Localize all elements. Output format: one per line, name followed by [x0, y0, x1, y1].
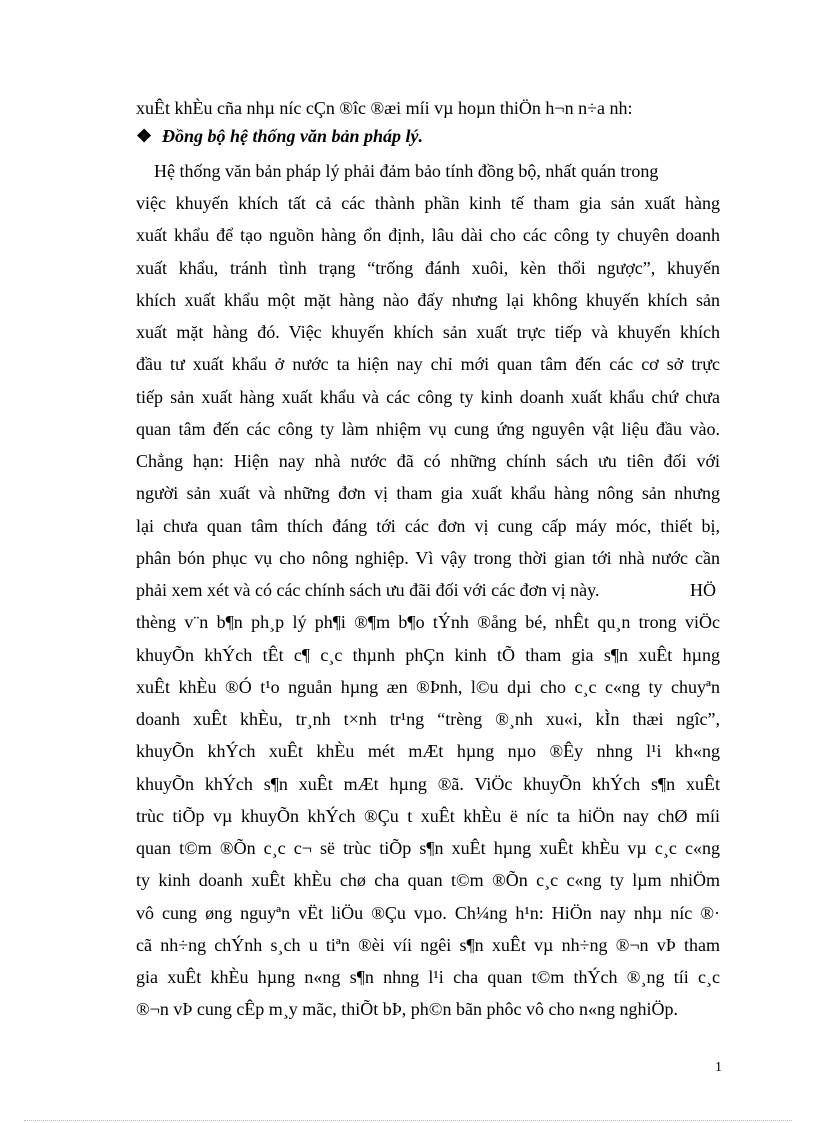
- paragraph-line: xuÊt khÈu cña nhµ níc cÇn ®îc ®æi míi vµ hoµn thiÖn h¬n n÷a nh:: [136, 98, 633, 118]
- paragraph-line: khích xuất khẩu một mặt hàng nào đấy nhưng lại không khuyến khích sản: [136, 290, 720, 310]
- paragraph-line: phải xem xét và có các chính sách ưu đãi đối với các đơn vị này.: [136, 580, 600, 600]
- section-heading-text: Đồng bộ hệ thống văn bản pháp lý.: [162, 126, 424, 146]
- paragraph-line: khuyÕn khÝch tÊt c¶ c¸c thµnh phÇn kinh tÕ tham gia s¶n xuÊt hµng: [136, 645, 720, 665]
- paragraph-line: vô cung øng nguyªn vËt liÖu ®Çu vµo. Ch¼ng h¹n: HiÖn nay nhµ níc ®·: [136, 903, 720, 923]
- paragraph-line: thèng v¨n b¶n ph¸p lý ph¶i ®¶m b¶o tÝnh ®ång bé, nhÊt qu¸n trong viÖc: [136, 612, 720, 632]
- diamond-bullet-icon: ❖: [136, 126, 153, 146]
- paragraph-line: phân bón phục vụ cho nông nghiệp. Vì vậy trong thời gian tới nhà nước cần: [136, 548, 720, 568]
- section-heading: [136, 124, 423, 148]
- paragraph-line: Chẳng hạn: Hiện nay nhà nước đã có những chính sách ưu tiên đối với: [136, 451, 720, 471]
- paragraph-line: gia xuÊt khÈu hµng n«ng s¶n nhng l¹i cha quan t©m thÝch ®¸ng tíi c¸c: [136, 967, 720, 987]
- paragraph-line: việc khuyến khích tất cả các thành phần kinh tế tham gia sản xuất hàng: [136, 193, 720, 213]
- paragraph-line: xuất khẩu để tạo nguồn hàng ổn định, lâu dài cho các công ty chuyên doanh: [136, 225, 720, 245]
- paragraph-line: xuất khẩu, tránh tình trạng “trống đánh xuôi, kèn thổi ngược”, khuyến: [136, 258, 720, 278]
- paragraph-line: quan t©m ®Õn c¸c c¬ së trùc tiÕp s¶n xuÊt hµng xuÊt khÈu vµ c¸c c«ng: [136, 838, 720, 858]
- paragraph-line: ®¬n vÞ cung cÊp m¸y mãc, thiÕt bÞ, ph©n bãn phôc vô cho n«ng nghiÖp.: [136, 999, 678, 1019]
- paragraph-line: xuất mặt hàng đó. Việc khuyến khích sản xuất trực tiếp và khuyến khích: [136, 322, 720, 342]
- paragraph-line: khuyÕn khÝch xuÊt khÈu mét mÆt hµng nµo ®Êy nhng l¹i kh«ng: [136, 741, 720, 761]
- paragraph-line: lại chưa quan tâm thích đáng tới các đơn vị cung cấp máy móc, thiết bị,: [136, 516, 720, 536]
- paragraph-line-legacy-start: HÖ: [690, 580, 716, 600]
- paragraph-line: khuyÕn khÝch s¶n xuÊt mÆt hµng ®ã. ViÖc khuyÕn khÝch s¶n xuÊt: [136, 774, 720, 794]
- paragraph-line: trùc tiÕp vµ khuyÕn khÝch ®Çu t xuÊt khÈu ë níc ta hiÖn nay chØ míi: [136, 806, 720, 826]
- paragraph-line: tiếp sản xuất hàng xuất khẩu và các công ty kinh doanh xuất khẩu chứ chưa: [136, 387, 720, 407]
- paragraph-line: ty kinh doanh xuÊt khÈu chø cha quan t©m ®Õn c¸c c«ng ty lµm nhiÖm: [136, 870, 720, 890]
- paragraph-line: cã nh÷ng chÝnh s¸ch u tiªn ®èi víi ngêi s¶n xuÊt vµ nh÷ng ®¬n vÞ tham: [136, 935, 720, 955]
- paragraph-line: xuÊt khÈu ®Ó t¹o nguån hµng æn ®Þnh, l©u dµi cho c¸c c«ng ty chuyªn: [136, 677, 720, 697]
- paragraph-line: đầu tư xuất khẩu ở nước ta hiện nay chỉ mới quan tâm đến các cơ sở trực: [136, 354, 720, 374]
- paragraph-line: quan tâm đến các công ty làm nhiệm vụ cung ứng nguyên vật liệu đầu vào.: [136, 419, 720, 439]
- page-bottom-border: [24, 1120, 792, 1121]
- page-number: 1: [715, 1060, 722, 1075]
- paragraph-line: Hệ thống văn bản pháp lý phải đảm bảo tính đồng bộ, nhất quán trong: [154, 161, 659, 181]
- paragraph-line: người sản xuất và những đơn vị tham gia xuất khẩu hàng nông sản nhưng: [136, 483, 720, 503]
- paragraph-line: doanh xuÊt khÈu, tr¸nh t×nh tr¹ng “trèng ®¸nh xu«i, kÌn thæi ngîc”,: [136, 709, 720, 729]
